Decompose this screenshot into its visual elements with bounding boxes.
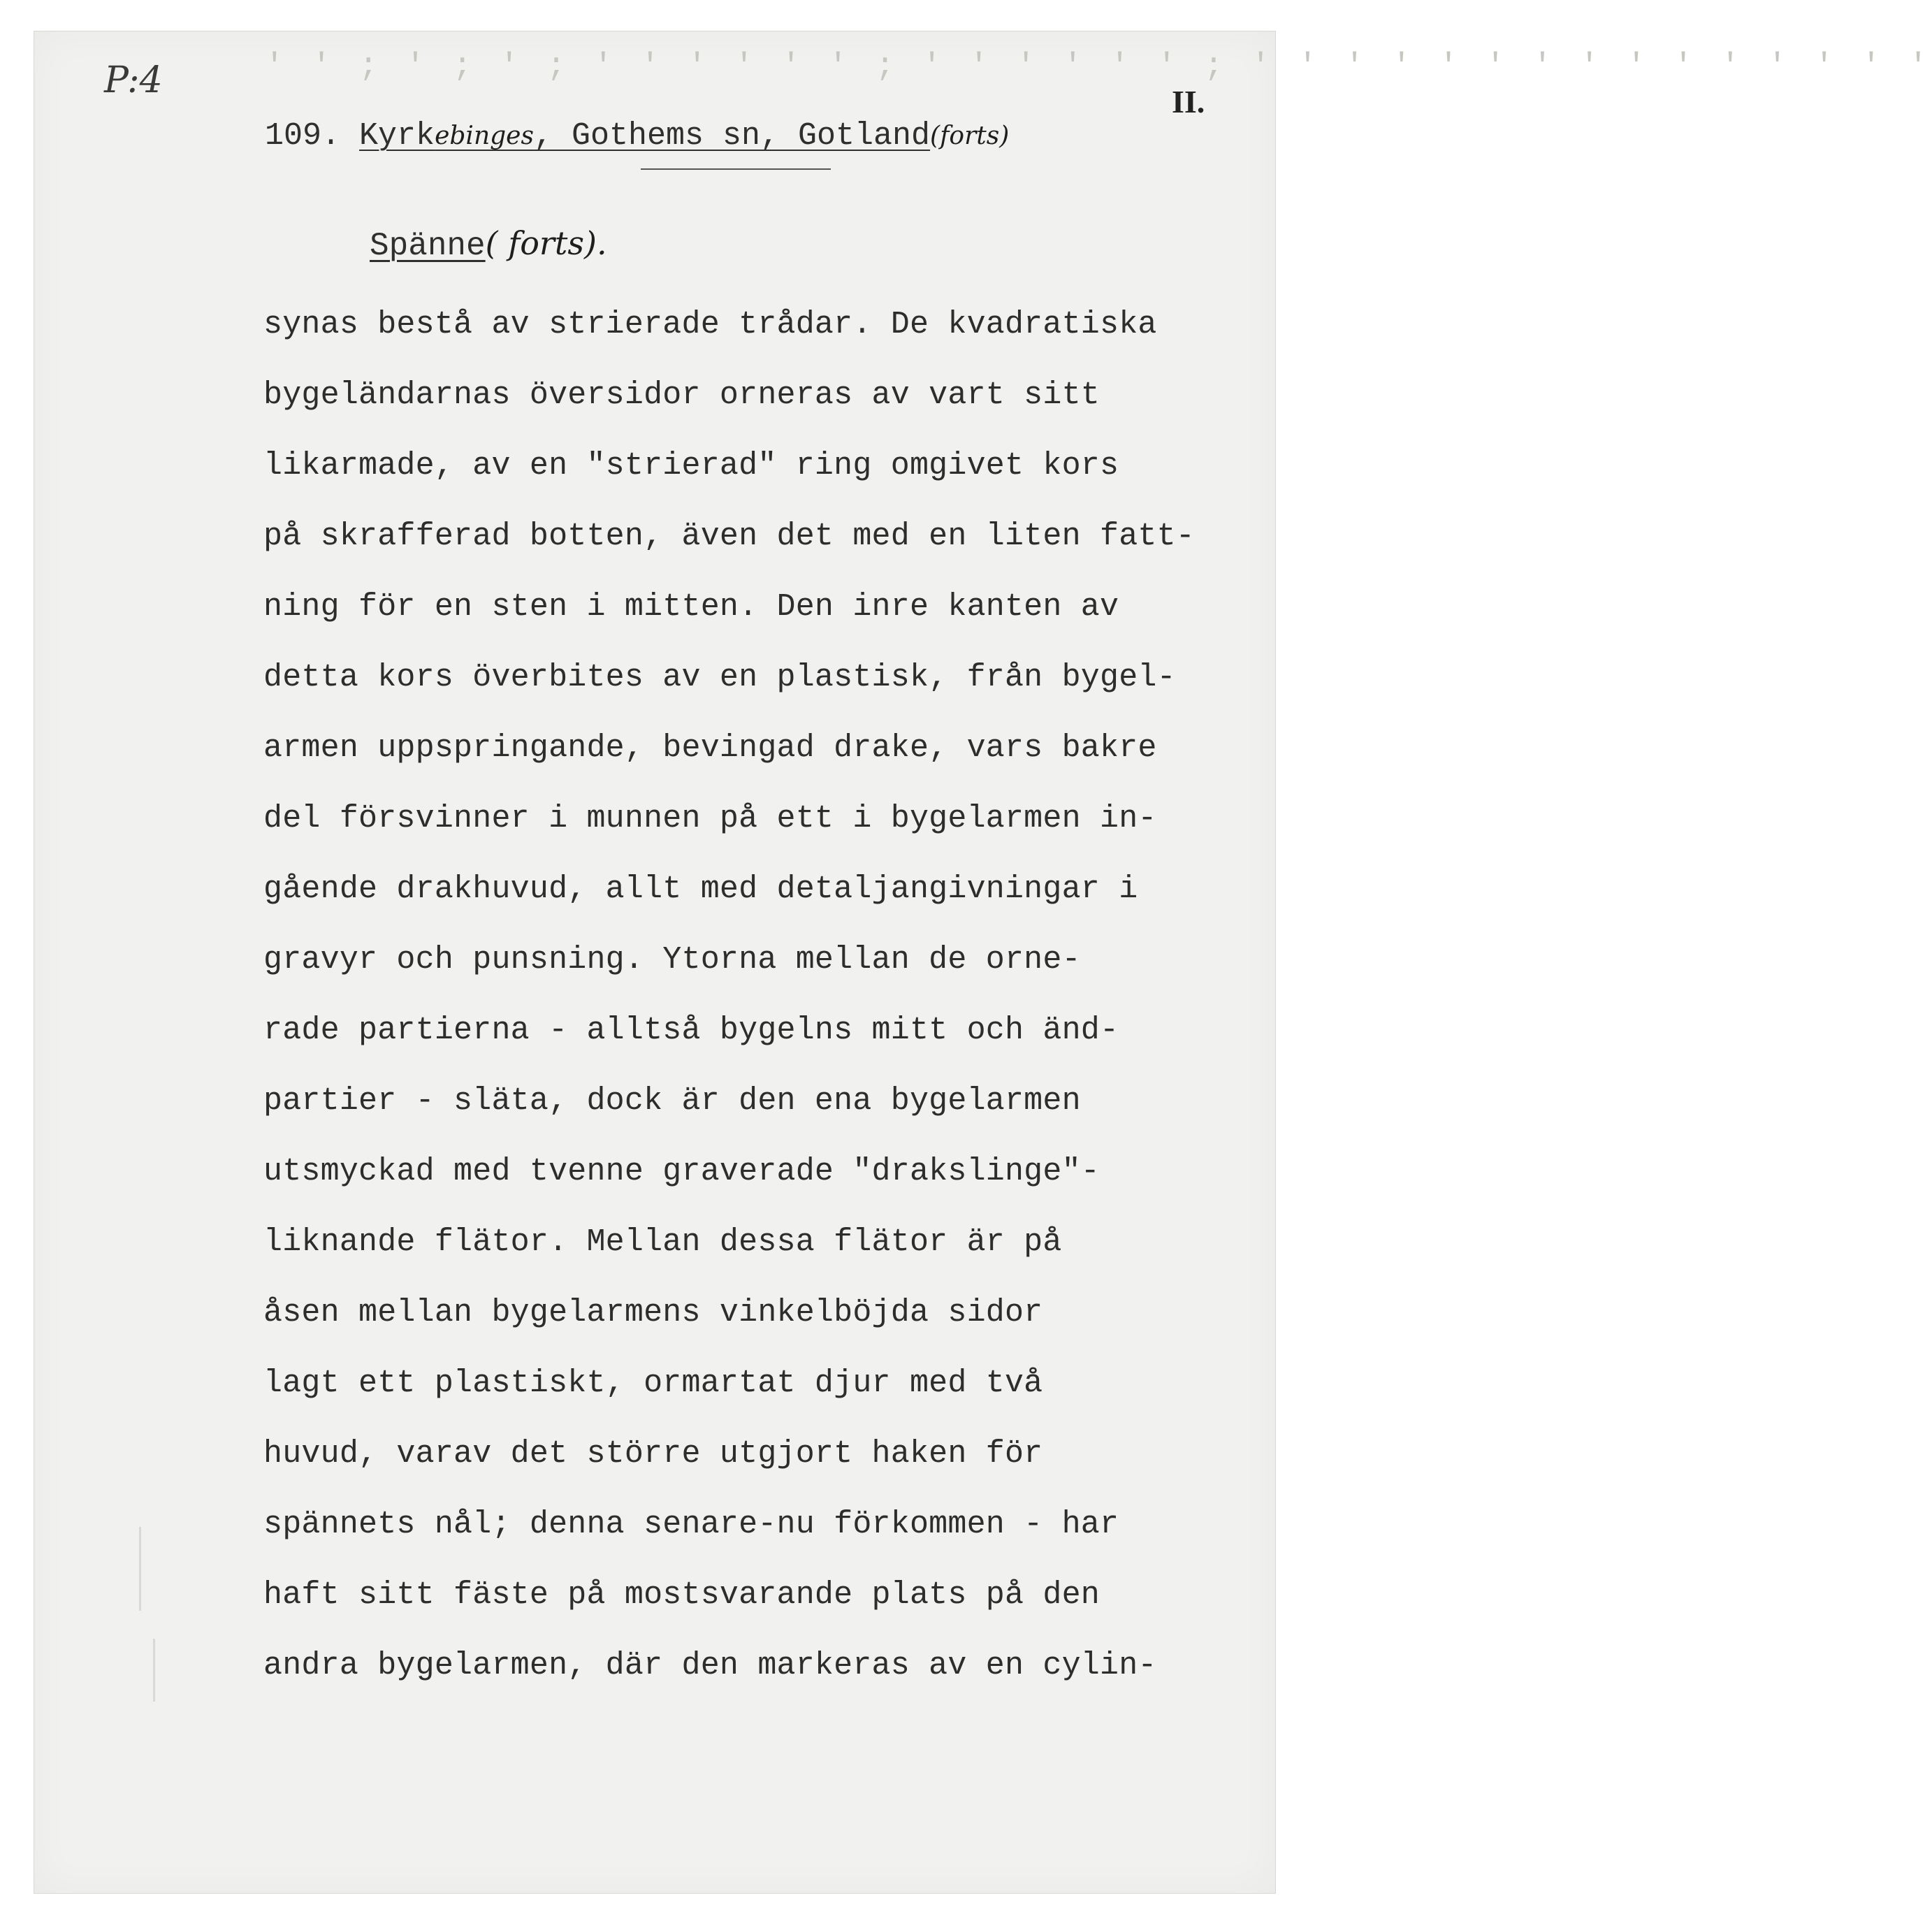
body-line: del försvinner i munnen på ett i bygelarmen in- <box>263 801 1157 836</box>
page-mark: P:4 <box>104 59 163 101</box>
body-line: liknande flätor. Mellan dessa flätor är på <box>263 1224 1062 1260</box>
heading-title <box>359 118 930 154</box>
roman-numeral: II. <box>1172 84 1205 119</box>
body-line: åsen mellan bygelarmens vinkelböjda sidor <box>263 1295 1043 1331</box>
paper-crease-mark <box>153 1639 155 1702</box>
document-page <box>34 31 1932 1894</box>
entry-number: 109. <box>265 118 341 154</box>
body-line: på skrafferad botten, även det med en liten fatt- <box>263 519 1196 554</box>
heading-title-rest: , Gothems sn, Gotland <box>533 118 931 154</box>
body-line: synas bestå av strierade trådar. De kvadratiska <box>263 307 1157 342</box>
body-line: andra bygelarmen, där den markeras av en cylin- <box>263 1648 1157 1683</box>
body-line: lagt ett plastiskt, ormartat djur med två <box>263 1365 1043 1401</box>
body-text <box>263 304 1298 1716</box>
body-line: detta kors överbites av en plastisk, från bygel- <box>263 660 1176 695</box>
body-line: utsmyckad med tvenne graverade "drakslinge"- <box>263 1154 1100 1189</box>
section-title <box>370 224 607 264</box>
body-line: bygeländarnas översidor orneras av vart sitt <box>263 377 1100 413</box>
body-line: likarmade, av en "strierad" ring omgivet kors <box>263 448 1119 484</box>
section-title-text: Spänne <box>370 228 486 264</box>
section-continuation-note: ( forts). <box>485 224 607 262</box>
body-line: huvud, varav det större utgjort haken för <box>263 1436 1043 1472</box>
body-line: ning för en sten i mitten. Den inre kanten av <box>263 589 1119 625</box>
document-heading <box>265 118 1009 154</box>
body-line: armen uppspringande, bevingad drake, vars bakre <box>263 730 1157 766</box>
heading-underline <box>641 168 831 170</box>
heading-title-typed-start: Kyrk <box>359 118 435 154</box>
body-line: rade partierna - alltså bygelns mitt och änd- <box>263 1013 1119 1048</box>
heading-continuation-note: (forts) <box>930 122 1010 150</box>
faint-header-text: ' ' ; ' ; ' ; ' ' ' ' ' ' ; ' ' ' ' ' ' ; ' ' ' ' ' ' ' ' ' ' ' ' ' ' ' <box>265 48 1932 85</box>
body-line: gående drakhuvud, allt med detaljangivningar i <box>263 871 1138 907</box>
body-line: haft sitt fäste på mostsvarande plats på den <box>263 1577 1100 1613</box>
paper-crease-mark <box>139 1527 141 1611</box>
heading-title-handwritten: ebinges <box>435 122 534 150</box>
body-line: gravyr och punsning. Ytorna mellan de orne- <box>263 942 1081 978</box>
body-line: spännets nål; denna senare-nu förkommen - har <box>263 1507 1119 1542</box>
body-line: partier - släta, dock är den ena bygelarmen <box>263 1083 1081 1119</box>
